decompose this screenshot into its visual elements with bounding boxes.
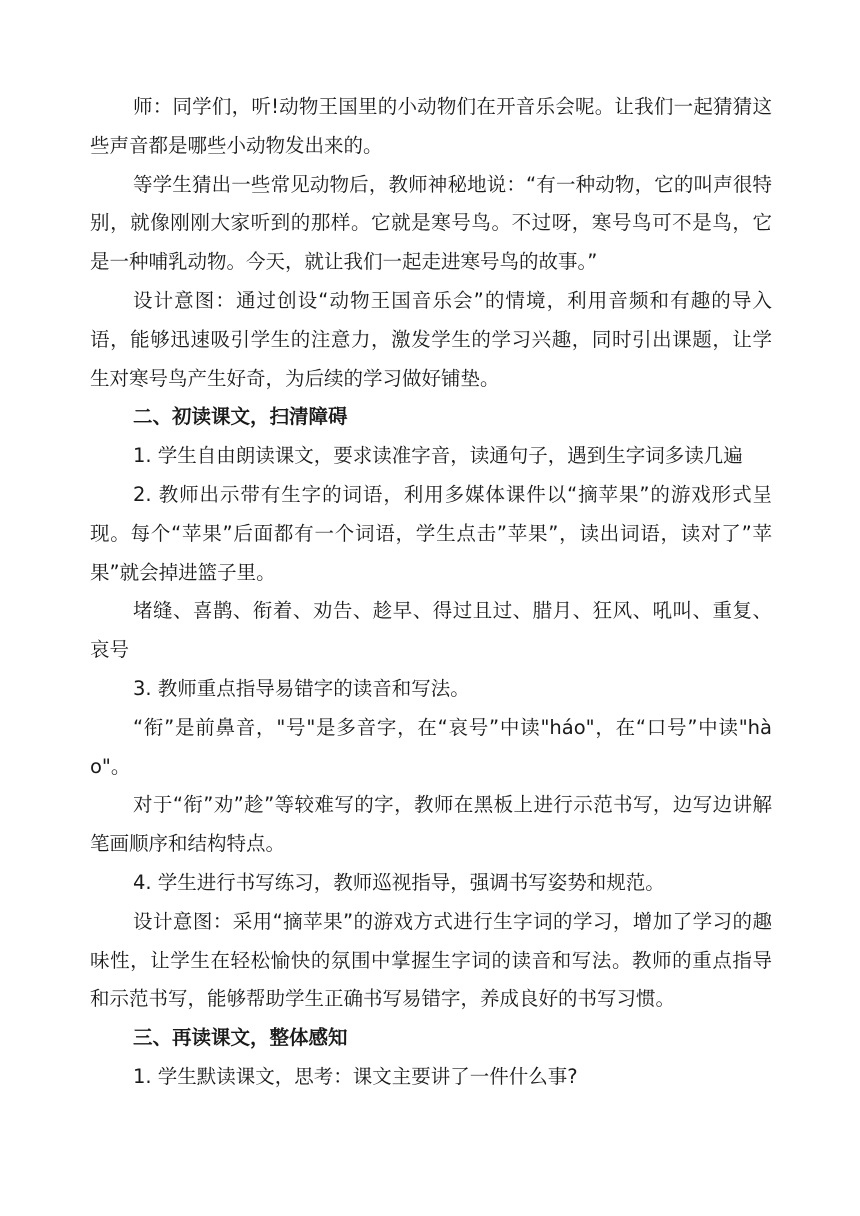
section-heading-3: 三、再读课文，整体感知 [133, 1026, 348, 1050]
paragraph-design-intent-1: 设计意图：通过创设“动物王国音乐会”的情境，利用音频和有趣的导入语，能够迅速吸引学生的注意力，激发学生的学习兴趣，同时引出课题，让学生对寒号鸟产生好奇，为后续的学习做好铺垫。 [90, 288, 772, 390]
document-page [90, 88, 772, 1097]
section-heading-2: 二、初读课文，扫清障碍 [133, 405, 348, 429]
vocabulary-list: 堵缝、喜鹊、衔着、劝告、趁早、得过且过、腊月、狂风、吼叫、重复、哀号 [90, 599, 772, 662]
list-item-2: 2. 教师出示带有生字的词语，利用多媒体课件以“摘苹果”的游戏形式呈现。每个“苹果”后面都有一个词语，学生点击”苹果”，读出词语，读对了”苹果”就会掉进篮子里。 [90, 482, 772, 584]
list-item-5: 1. 学生默读课文，思考：课文主要讲了一件什么事? [133, 1064, 578, 1088]
list-item-3: 3. 教师重点指导易错字的读音和写法。 [133, 676, 470, 700]
paragraph-teacher-intro: 师：同学们，听!动物王国里的小动物们在开音乐会呢。让我们一起猜猜这些声音都是哪些小动物发出来的。 [90, 95, 772, 157]
paragraph-design-intent-2: 设计意图：采用“摘苹果”的游戏方式进行生字词的学习，增加了学习的趣味性，让学生在轻松愉快的氛围中掌握生字词的读音和写法。教师的重点指导和示范书写，能够帮助学生正确书写易错字，养成良好的书写习惯。 [90, 909, 772, 1011]
list-item-1: 1. 学生自由朗读课文，要求读准字音，读通句子，遇到生字词多读几遍 [133, 444, 743, 468]
paragraph-teacher-reveal: 等学生猜出一些常见动物后，教师神秘地说：“有一种动物，它的叫声很特别，就像刚刚大家听到的那样。它就是寒号鸟。不过呀，寒号鸟可不是鸟，它是一种哺乳动物。今天，就让我们一起走进寒号鸟的故事。” [90, 172, 772, 274]
writing-demo-note: 对于“衔”劝”趁”等较难写的字，教师在黑板上进行示范书写，边写边讲解笔画顺序和结构特点。 [90, 793, 772, 856]
list-item-4: 4. 学生进行书写练习，教师巡视指导，强调书写姿势和规范。 [133, 870, 665, 894]
pronunciation-note: “衔”是前鼻音，"号"是多音字，在“哀号”中读"háo"，在“口号”中读"hào"。 [90, 715, 772, 778]
